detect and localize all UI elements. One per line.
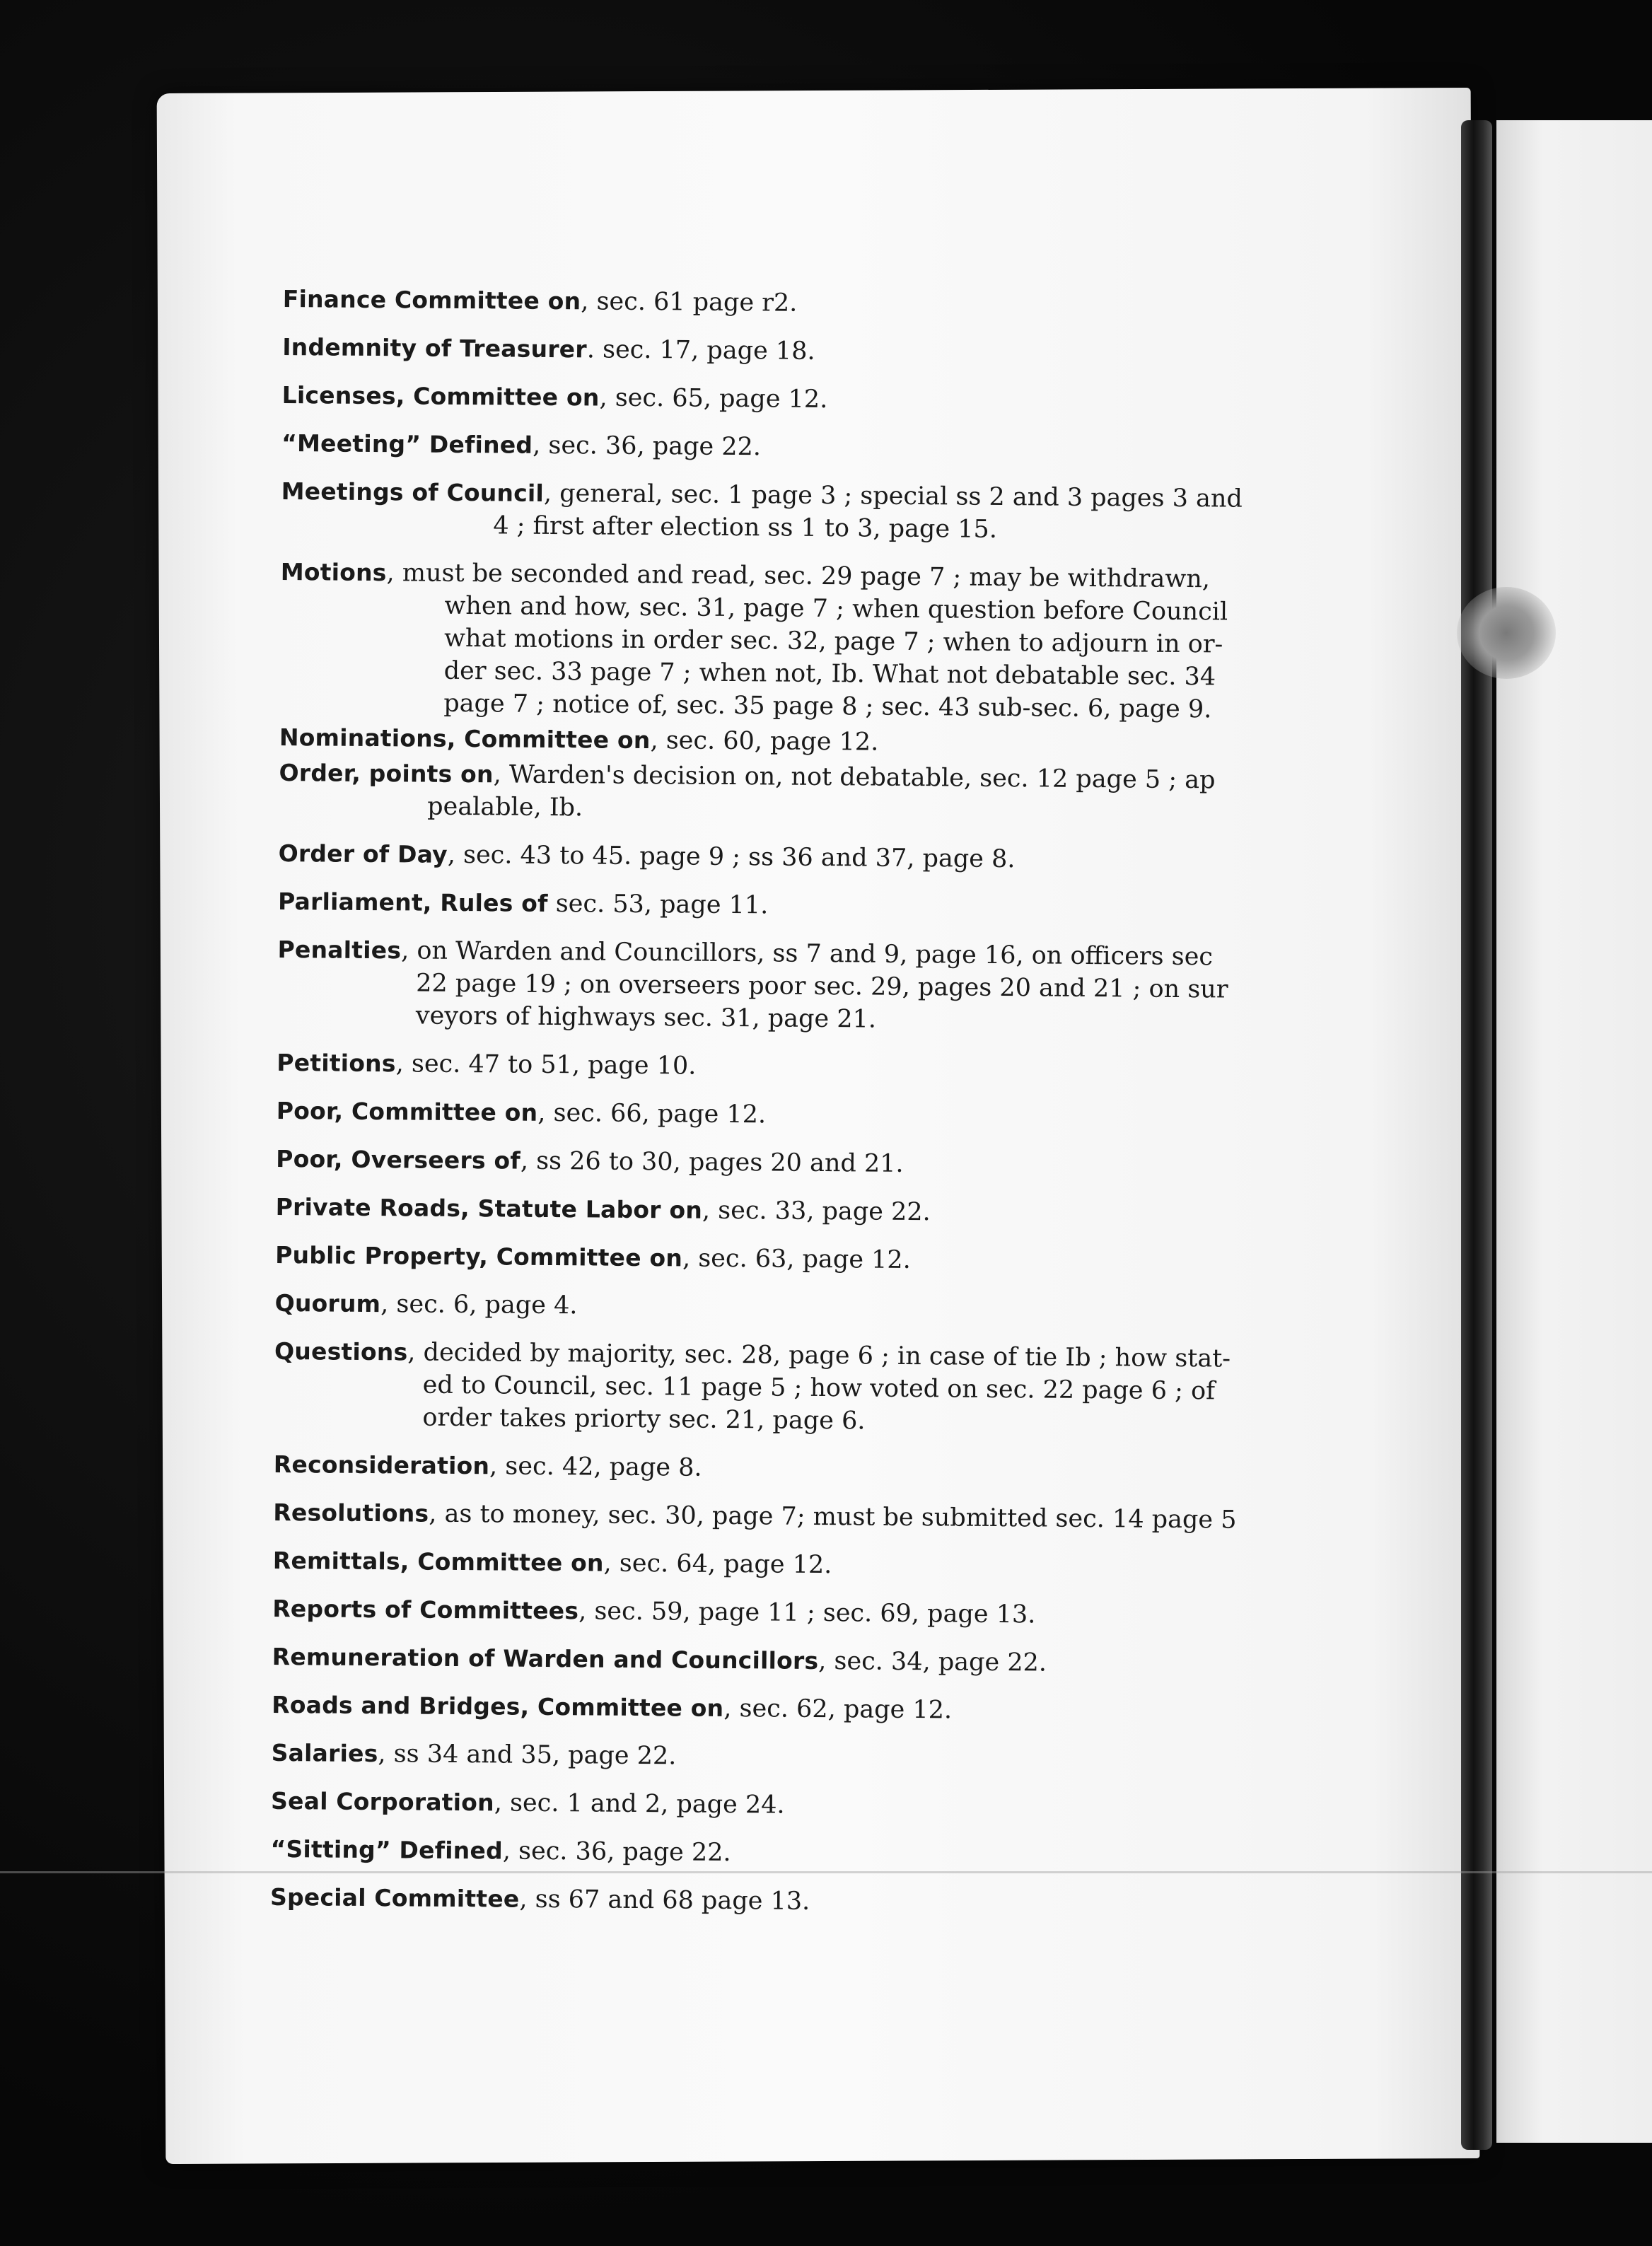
entry-text: , sec. 65, page 12. <box>599 383 828 414</box>
entry-text: , sec. 6, page 4. <box>380 1290 578 1320</box>
index-entry <box>277 933 1282 1039</box>
entry-continuation: page 7 ; notice of, sec. 35 page 8 ; sec. 43 sub-sec. 6, page 9. <box>443 689 1212 724</box>
entry-heading: Seal Corporation <box>270 1786 494 1817</box>
entry-heading: Remuneration of Warden and Councillors <box>272 1642 819 1675</box>
entry-text: , ss 34 and 35, page 22. <box>378 1740 677 1771</box>
entry-heading: Questions <box>274 1337 408 1366</box>
entry-heading: “Meeting” Defined <box>281 429 533 459</box>
entry-heading: Resolutions <box>273 1498 429 1528</box>
index-entry <box>274 1335 1279 1441</box>
entry-text: . sec. 17, page 18. <box>586 335 815 366</box>
entry-heading: Meetings of Council <box>281 477 545 507</box>
index-entry <box>272 1593 1276 1633</box>
index-entry <box>276 1143 1280 1183</box>
index-entry <box>282 379 1286 419</box>
entry-heading: Motions <box>280 557 387 587</box>
entry-heading: Penalties <box>277 935 402 965</box>
entry-text: , sec. 43 to 45. page 9 ; ss 36 and 37, page 8. <box>447 840 1016 874</box>
entry-continuation: der sec. 33 page 7 ; when not, Ib. What not debatable sec. 34 <box>443 656 1216 692</box>
entry-text: , sec. 1 and 2, page 24. <box>494 1788 785 1820</box>
index-entry <box>271 1737 1275 1777</box>
entry-heading: Finance Committee on <box>282 284 581 315</box>
index-entry <box>279 757 1284 830</box>
entry-heading: Parliament, Rules of <box>277 887 548 917</box>
entry-text: sec. 53, page 11. <box>547 889 769 920</box>
entry-text: , sec. 62, page 12. <box>723 1694 953 1725</box>
entry-heading: Reports of Committees <box>272 1594 579 1625</box>
entry-heading: Quorum <box>274 1288 381 1318</box>
index-entry <box>282 331 1286 371</box>
entry-heading: Salaries <box>271 1738 378 1768</box>
index-entry <box>276 1191 1280 1231</box>
entry-continuation: 4 ; first after election ss 1 to 3, page 15. <box>493 511 998 544</box>
entry-heading: Poor, Committee on <box>276 1096 538 1127</box>
entry-heading: Nominations, Committee on <box>279 723 651 755</box>
index-entry <box>273 1496 1277 1537</box>
entry-text: , must be seconded and read, sec. 29 page 7 ; may be withdrawn, <box>386 559 1211 594</box>
entry-text: , general, sec. 1 page 3 ; special ss 2 and 3 pages 3 and <box>543 479 1243 513</box>
entry-continuation: pealable, Ib. <box>427 792 583 822</box>
entry-text: , sec. 61 page r2. <box>581 287 798 318</box>
entry-text: , sec. 36, page 22. <box>502 1837 731 1868</box>
entry-text: , sec. 36, page 22. <box>533 431 762 462</box>
entry-text: , sec. 64, page 12. <box>603 1549 832 1580</box>
entry-continuation: veyors of highways sec. 31, page 21. <box>415 1001 877 1034</box>
entry-continuation: when and how, sec. 31, page 7 ; when question before Council <box>444 591 1228 627</box>
index-entry <box>279 721 1284 762</box>
index-list <box>270 283 1287 1937</box>
entry-heading: Remittals, Committee on <box>272 1546 604 1577</box>
entry-text: , sec. 66, page 12. <box>537 1098 767 1129</box>
entry-continuation: order takes priorty sec. 21, page 6. <box>422 1403 866 1436</box>
index-entry <box>281 475 1286 548</box>
index-entry <box>271 1785 1275 1825</box>
index-entry <box>270 1833 1274 1873</box>
index-entry <box>278 885 1282 926</box>
entry-text: , sec. 34, page 22. <box>818 1647 1047 1677</box>
entry-text: , Warden's decision on, not debatable, sec. 12 page 5 ; ap <box>493 760 1216 795</box>
book-binding <box>1461 120 1492 2150</box>
entry-text: , on Warden and Councillors, ss 7 and 9, page 16, on officers sec <box>400 936 1214 972</box>
index-entry <box>281 427 1286 467</box>
index-entry <box>277 1095 1281 1135</box>
index-entry <box>272 1641 1276 1681</box>
entry-heading: Poor, Overseers of <box>276 1144 521 1175</box>
binding-stain <box>1457 587 1556 679</box>
index-entry <box>273 1544 1277 1585</box>
entry-text: , sec. 33, page 22. <box>702 1196 931 1227</box>
entry-heading: Roads and Bridges, Committee on <box>272 1690 724 1722</box>
entry-text: , sec. 63, page 12. <box>682 1244 911 1275</box>
index-entry <box>272 1689 1276 1729</box>
entry-continuation: what motions in order sec. 32, page 7 ; when to adjourn in or- <box>443 624 1223 659</box>
index-entry <box>274 1448 1278 1489</box>
entry-continuation: ed to Council, sec. 11 page 5 ; how voted on sec. 22 page 6 ; of <box>422 1371 1216 1406</box>
entry-heading: Order of Day <box>278 839 448 868</box>
entry-heading: “Sitting” Defined <box>270 1834 504 1865</box>
entry-heading: Private Roads, Statute Labor on <box>275 1192 703 1224</box>
entry-heading: Order, points on <box>279 758 494 789</box>
entry-heading: Licenses, Committee on <box>281 380 600 412</box>
index-entry <box>277 1047 1281 1087</box>
entry-heading: Public Property, Committee on <box>275 1240 683 1272</box>
entry-heading: Reconsideration <box>273 1450 490 1480</box>
entry-text: , as to money, sec. 30, page 7; must be submitted sec. 14 page 5 <box>429 1499 1237 1535</box>
entry-heading: Indemnity of Treasurer <box>282 332 587 363</box>
index-entry <box>275 1239 1279 1279</box>
index-entry <box>274 1287 1279 1327</box>
entry-heading: Special Committee <box>269 1883 520 1913</box>
entry-text: , sec. 60, page 12. <box>650 726 879 757</box>
index-entry <box>270 1881 1274 1921</box>
index-entry <box>279 556 1285 726</box>
entry-text: , sec. 42, page 8. <box>489 1452 702 1482</box>
entry-text: , ss 26 to 30, pages 20 and 21. <box>520 1146 904 1178</box>
entry-text: , sec. 47 to 51, page 10. <box>395 1049 697 1081</box>
entry-text: , ss 67 and 68 page 13. <box>519 1885 810 1916</box>
entry-continuation: 22 page 19 ; on overseers poor sec. 29, pages 20 and 21 ; on sur <box>416 969 1228 1004</box>
facing-page-edge <box>1496 120 1652 2143</box>
index-entry <box>283 283 1287 323</box>
entry-text: , decided by majority, sec. 28, page 6 ; in case of tie Ib ; how stat- <box>407 1338 1231 1373</box>
entry-text: , sec. 59, page 11 ; sec. 69, page 13. <box>578 1597 1036 1629</box>
index-entry <box>278 837 1282 878</box>
entry-heading: Petitions <box>277 1048 396 1078</box>
